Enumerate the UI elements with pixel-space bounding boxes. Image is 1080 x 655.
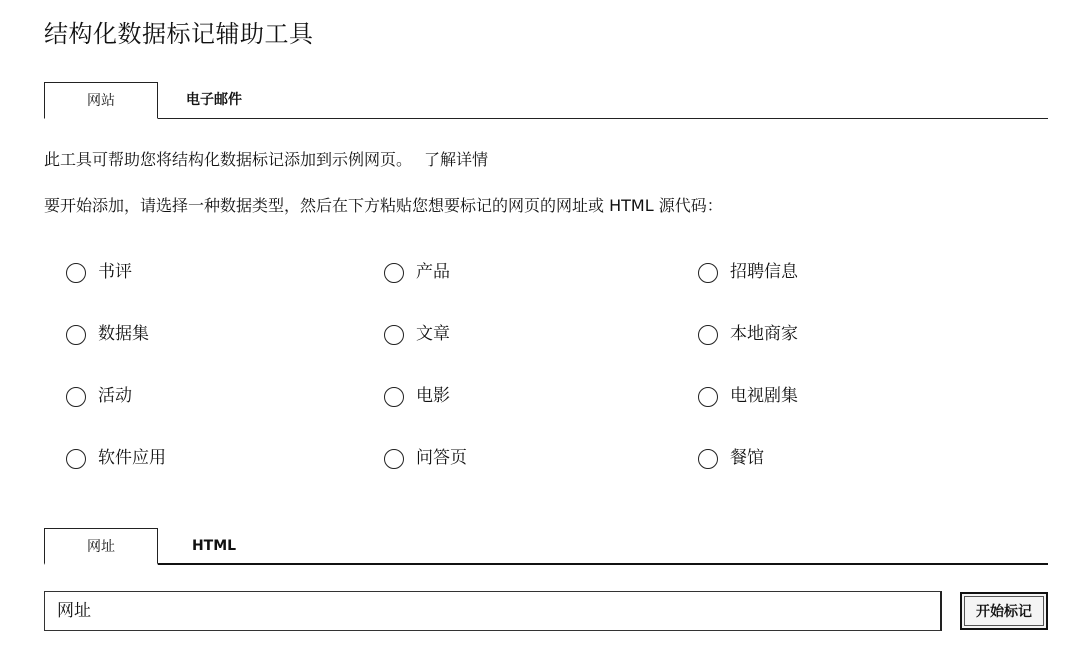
radio-button[interactable] bbox=[384, 325, 404, 345]
radio-button[interactable] bbox=[698, 263, 718, 283]
radio-product[interactable] bbox=[384, 254, 450, 284]
radio-row bbox=[66, 440, 1056, 502]
radio-article[interactable] bbox=[384, 316, 450, 346]
radio-label: 文章 bbox=[416, 323, 450, 344]
tab-url[interactable]: 网址 bbox=[44, 528, 158, 565]
input-tabbar bbox=[44, 528, 1048, 565]
radio-button[interactable] bbox=[384, 387, 404, 407]
radio-label: 软件应用 bbox=[98, 447, 166, 468]
page-title: 结构化数据标记辅助工具 bbox=[44, 20, 314, 48]
radio-button[interactable] bbox=[384, 263, 404, 283]
radio-label: 本地商家 bbox=[730, 323, 798, 344]
radio-button[interactable] bbox=[698, 387, 718, 407]
url-input-box bbox=[44, 591, 942, 631]
radio-tv-episode[interactable] bbox=[698, 378, 798, 408]
radio-button[interactable] bbox=[66, 449, 86, 469]
radio-row bbox=[66, 316, 1056, 378]
radio-software-application[interactable] bbox=[66, 440, 166, 470]
radio-button[interactable] bbox=[698, 449, 718, 469]
radio-qa-page[interactable] bbox=[384, 440, 467, 470]
radio-button[interactable] bbox=[66, 325, 86, 345]
radio-event[interactable] bbox=[66, 378, 132, 408]
radio-row bbox=[66, 378, 1056, 440]
instruction-text: 要开始添加，请选择一种数据类型，然后在下方粘贴您想要标记的网页的网址或 HTML 源代码： bbox=[44, 196, 723, 215]
radio-label: 招聘信息 bbox=[730, 261, 798, 282]
radio-label: 数据集 bbox=[98, 323, 149, 344]
radio-label: 活动 bbox=[98, 385, 132, 406]
learn-more-link[interactable]: 了解详情 bbox=[424, 150, 489, 169]
tab-email[interactable]: 电子邮件 bbox=[186, 92, 242, 108]
radio-label: 产品 bbox=[416, 261, 450, 282]
tab-html[interactable]: HTML bbox=[191, 538, 237, 554]
radio-restaurant[interactable] bbox=[698, 440, 764, 470]
radio-button[interactable] bbox=[66, 387, 86, 407]
radio-label: 餐馆 bbox=[730, 447, 764, 468]
radio-dataset[interactable] bbox=[66, 316, 149, 346]
start-tagging-button[interactable]: 开始标记 bbox=[960, 592, 1048, 630]
radio-local-business[interactable] bbox=[698, 316, 798, 346]
source-tabbar bbox=[44, 82, 1048, 119]
radio-movie[interactable] bbox=[384, 378, 450, 408]
radio-job-posting[interactable] bbox=[698, 254, 798, 284]
intro-paragraph bbox=[44, 147, 488, 170]
radio-label: 书评 bbox=[98, 261, 132, 282]
radio-row bbox=[66, 254, 1056, 316]
radio-label: 问答页 bbox=[416, 447, 467, 468]
radio-button[interactable] bbox=[66, 263, 86, 283]
intro-text: 此工具可帮助您将结构化数据标记添加到示例网页。 bbox=[44, 150, 413, 169]
radio-label: 电影 bbox=[416, 385, 450, 406]
radio-book-review[interactable] bbox=[66, 254, 132, 284]
radio-button[interactable] bbox=[384, 449, 404, 469]
radio-label: 电视剧集 bbox=[730, 385, 798, 406]
tab-website[interactable]: 网站 bbox=[44, 82, 158, 119]
url-input[interactable] bbox=[45, 592, 940, 630]
radio-button[interactable] bbox=[698, 325, 718, 345]
data-type-radio-group bbox=[66, 254, 1056, 502]
